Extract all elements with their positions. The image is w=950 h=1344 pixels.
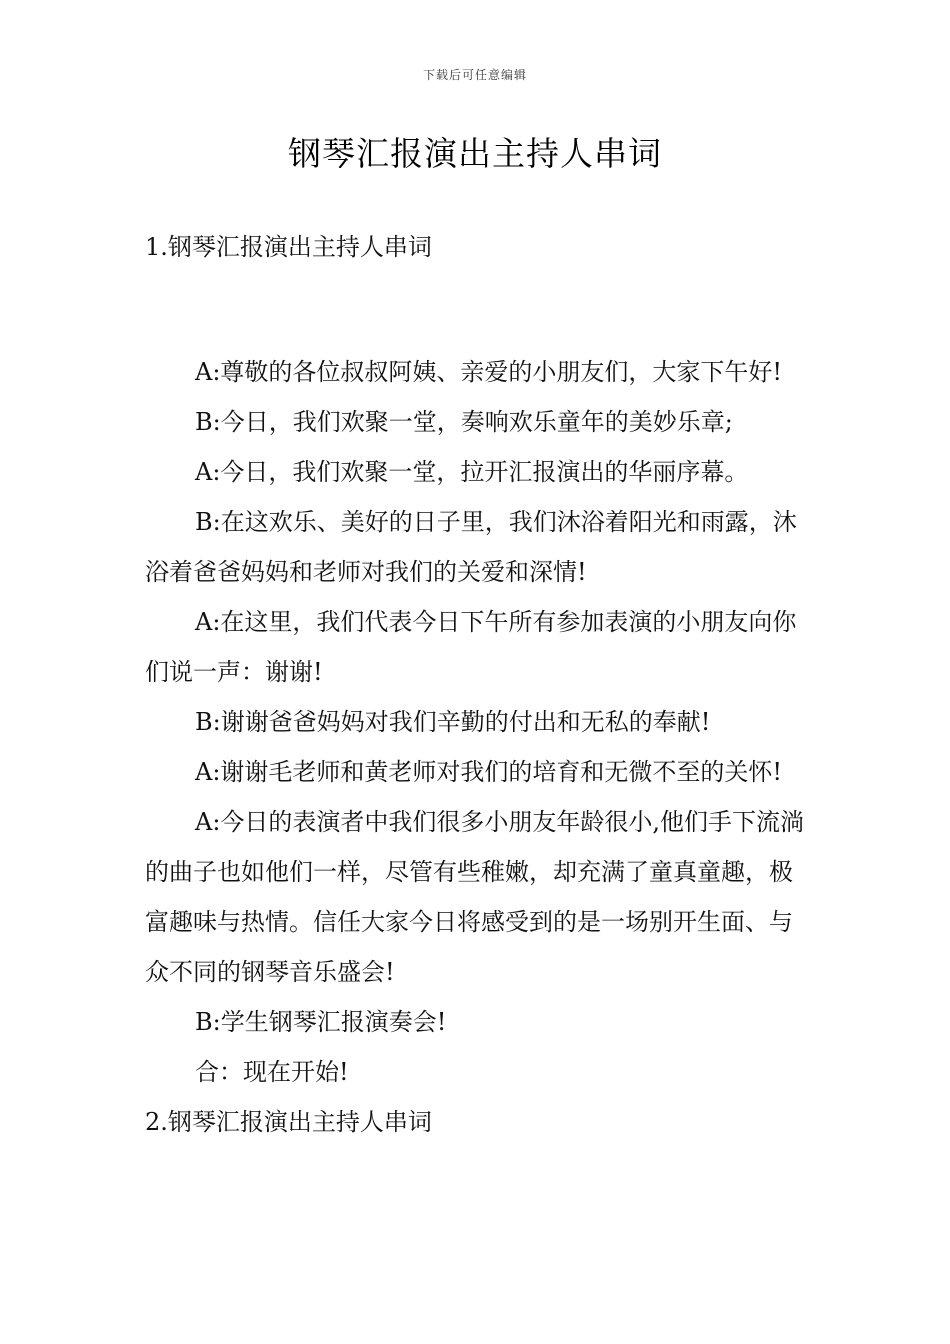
paragraph: 合：现在开始! bbox=[195, 1058, 349, 1086]
section-heading: 2.钢琴汇报演出主持人串词 bbox=[145, 1108, 432, 1136]
paragraph: A:谢谢毛老师和黄老师对我们的培育和无微不至的关怀! bbox=[195, 758, 783, 786]
document-body bbox=[145, 222, 810, 1147]
section-heading: 1.钢琴汇报演出主持人串词 bbox=[145, 233, 432, 261]
spacer bbox=[145, 272, 810, 322]
paragraph: B:学生钢琴汇报演奏会! bbox=[195, 1008, 447, 1036]
paragraph: A:在这里，我们代表今日下午所有参加表演的小朋友向你们说一声：谢谢! bbox=[145, 608, 797, 686]
paragraph: B:在这欢乐、美好的日子里，我们沐浴着阳光和雨露，沐浴着爸爸妈妈和老师对我们的关爱和深情! bbox=[145, 508, 797, 586]
document-title: 钢琴汇报演出主持人串词 bbox=[288, 134, 662, 173]
header-note: 下载后可任意编辑 bbox=[422, 68, 527, 82]
paragraph: B:谢谢爸爸妈妈对我们辛勤的付出和无私的奉献! bbox=[195, 708, 711, 736]
paragraph: A:今日，我们欢聚一堂，拉开汇报演出的华丽序幕。 bbox=[195, 458, 749, 486]
paragraph: A:今日的表演者中我们很多小朋友年龄很小,他们手下流淌的曲子也如他们一样，尽管有些稚嫩，却充满了童真童趣，极富趣味与热情。信任大家今日将感受到的是一场别开生面、与众不同的钢琴音乐盛会! bbox=[145, 808, 805, 986]
paragraph: B:今日，我们欢聚一堂，奏响欢乐童年的美妙乐章; bbox=[195, 408, 733, 436]
paragraph: A:尊敬的各位叔叔阿姨、亲爱的小朋友们，大家下午好! bbox=[195, 358, 783, 386]
